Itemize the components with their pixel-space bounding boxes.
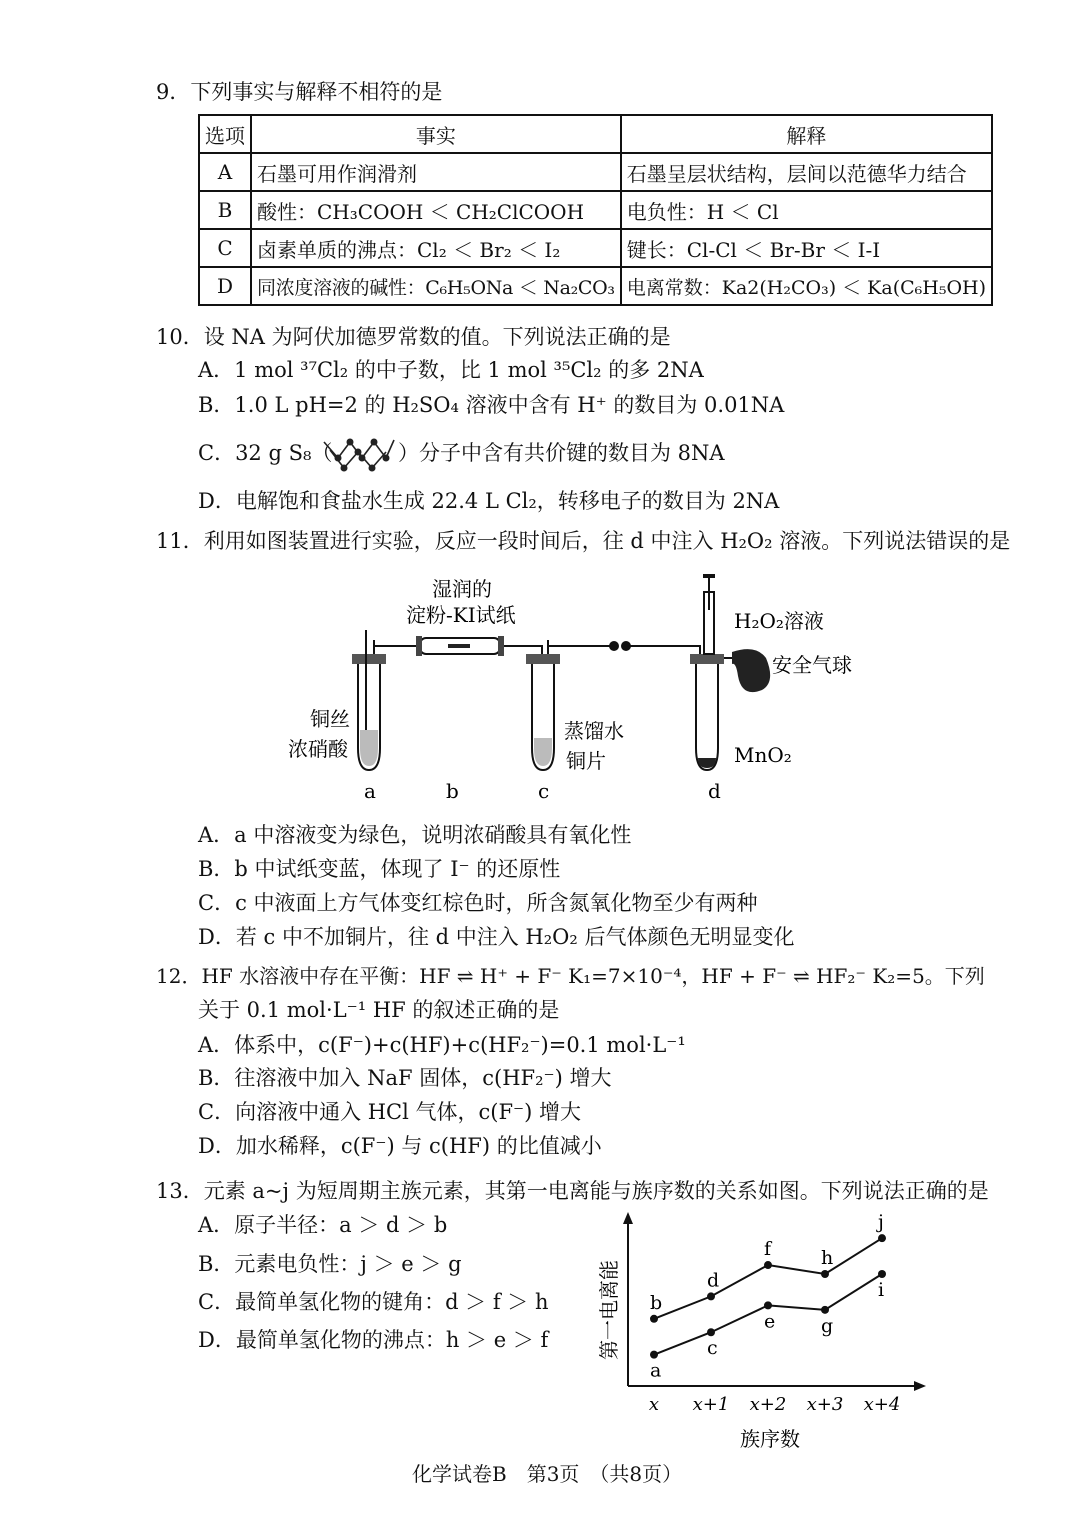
- tube-a: [352, 630, 386, 770]
- q10-option-b: B．1.0 L pH=2 的 H₂SO₄ 溶液中含有 H⁺ 的数目为 0.01NA: [198, 393, 785, 417]
- q10-option-a: A．1 mol ³⁷Cl₂ 的中子数，比 1 mol ³⁵Cl₂ 的多 2NA: [198, 358, 704, 382]
- row-fact: 同浓度溶液的碱性：C₆H₅ONa ＜ Na₂CO₃: [251, 267, 621, 305]
- data-point-f: [764, 1261, 772, 1269]
- table-row: [199, 267, 992, 305]
- label-a: a: [364, 779, 376, 803]
- data-point-e: [764, 1301, 772, 1309]
- chart-x-axis-label: 族序数: [740, 1427, 800, 1451]
- q10-option-c-pre: C．32 g S₈（: [198, 441, 333, 465]
- q10-option-d: D．电解饱和食盐水生成 22.4 L Cl₂，转移电子的数目为 2NA: [198, 489, 780, 513]
- chart-y-axis-label: 第一电离能: [597, 1260, 621, 1360]
- q13-ionization-chart: [580, 1210, 940, 1460]
- q11-option-b: B．b 中试纸变蓝，体现了 I⁻ 的还原性: [198, 857, 561, 881]
- q12-option-a: A．体系中，c(F⁻)+c(HF)+c(HF₂⁻)=0.1 mol·L⁻¹: [198, 1033, 686, 1057]
- data-point-b: [650, 1315, 658, 1323]
- data-point-g: [821, 1306, 829, 1314]
- paper-label-2: 淀粉-KI试纸: [406, 603, 516, 627]
- q12-stem-2: 关于 0.1 mol·L⁻¹ HF 的叙述正确的是: [198, 998, 560, 1022]
- q12-option-c: C．向溶液中通入 HCl 气体，c(F⁻) 增大: [198, 1100, 581, 1124]
- row-fact: 酸性：CH₃COOH ＜ CH₂ClCOOH: [251, 191, 621, 229]
- q12-option-d: D．加水稀释，c(F⁻) 与 c(HF) 的比值减小: [198, 1134, 602, 1158]
- table-header-row: [199, 115, 992, 153]
- s8-molecule-icon: [320, 428, 398, 474]
- q12-stem-1: 12．HF 水溶液中存在平衡：HF ⇌ H⁺ + F⁻ K₁=7×10⁻⁴，HF + F⁻ ⇌ HF₂⁻ K₂=5。下列: [156, 964, 985, 988]
- q13-option-a: A．原子半径：a ＞ d ＞ b: [198, 1213, 448, 1237]
- header-option: 选项: [199, 115, 251, 153]
- header-explanation: 解释: [621, 115, 992, 153]
- table-row: [199, 153, 992, 191]
- paper-label-1: 湿润的: [432, 577, 492, 601]
- point-label-c: c: [707, 1337, 718, 1360]
- cu-sheet-label: 铜片: [566, 749, 606, 773]
- q9-table: [198, 114, 993, 306]
- data-point-d: [707, 1292, 715, 1300]
- mno2-label: MnO₂: [734, 743, 792, 767]
- header-fact: 事实: [251, 115, 621, 153]
- x-tick-label: x+1: [692, 1394, 730, 1415]
- data-point-a: [650, 1351, 658, 1359]
- row-option: D: [199, 267, 251, 305]
- label-b: b: [446, 779, 459, 803]
- q11-option-d: D．若 c 中不加铜片，往 d 中注入 H₂O₂ 后气体颜色无明显变化: [198, 925, 795, 949]
- row-option: C: [199, 229, 251, 267]
- q10-stem: 10．设 NA 为阿伏加德罗常数的值。下列说法正确的是: [156, 325, 671, 349]
- conc-hno3-label: 浓硝酸: [288, 737, 348, 761]
- row-option: B: [199, 191, 251, 229]
- point-label-h: h: [821, 1247, 834, 1269]
- q11-stem: 11．利用如图装置进行实验，反应一段时间后，往 d 中注入 H₂O₂ 溶液。下列说法错误的是: [156, 529, 1011, 553]
- x-tick-label: x+3: [806, 1394, 844, 1415]
- x-tick-label: x+4: [863, 1394, 901, 1415]
- data-point-i: [878, 1270, 886, 1278]
- row-option: A: [199, 153, 251, 191]
- row-fact: 卤素单质的沸点：Cl₂ ＜ Br₂ ＜ I₂: [251, 229, 621, 267]
- x-tick-label: x: [648, 1394, 660, 1415]
- q11-option-a: A．a 中溶液变为绿色，说明浓硝酸具有氧化性: [198, 823, 632, 847]
- row-explanation: 键长：Cl-Cl ＜ Br-Br ＜ I-I: [621, 229, 992, 267]
- tube-c: [526, 640, 560, 770]
- x-tick-label: x+2: [749, 1394, 787, 1415]
- point-label-d: d: [707, 1269, 720, 1292]
- q13-option-b: B．元素电负性：j ＞ e ＞ g: [198, 1252, 462, 1276]
- point-label-i: i: [878, 1279, 885, 1301]
- page-footer: 化学试卷B 第3页 （共8页）: [412, 1462, 683, 1486]
- table-row: [199, 191, 992, 229]
- table-row: [199, 229, 992, 267]
- safety-balloon-icon: [732, 649, 770, 692]
- point-label-b: b: [650, 1291, 663, 1314]
- row-explanation: 电负性：H ＜ Cl: [621, 191, 992, 229]
- q11-option-c: C．c 中液面上方气体变红棕色时，所含氮氧化物至少有两种: [198, 891, 758, 915]
- q13-option-d: D．最简单氢化物的沸点：h ＞ e ＞ f: [198, 1328, 549, 1352]
- point-label-f: f: [764, 1238, 772, 1261]
- balloon-label: 安全气球: [772, 653, 852, 677]
- q13-option-c: C．最简单氢化物的键角：d ＞ f ＞ h: [198, 1290, 549, 1314]
- q10-option-c-post: ）分子中含有共价键的数目为 8NA: [398, 441, 725, 465]
- point-label-g: g: [821, 1314, 834, 1337]
- row-fact: 石墨可用作润滑剂: [251, 153, 621, 191]
- q11-apparatus-diagram: [280, 570, 920, 810]
- data-point-h: [821, 1270, 829, 1278]
- cu-wire-label: 铜丝: [310, 707, 350, 731]
- point-label-a: a: [650, 1359, 662, 1382]
- label-d: d: [708, 779, 721, 803]
- point-label-j: j: [878, 1211, 884, 1234]
- q9-stem: 9．下列事实与解释不相符的是: [156, 80, 443, 104]
- q13-stem: 13．元素 a~j 为短周期主族元素，其第一电离能与族序数的关系如图。下列说法正确的是: [156, 1179, 989, 1203]
- q12-option-b: B．往溶液中加入 NaF 固体，c(HF₂⁻) 增大: [198, 1066, 612, 1090]
- h2o2-label: H₂O₂溶液: [734, 609, 824, 633]
- water-label: 蒸馏水: [564, 719, 624, 743]
- label-c: c: [538, 779, 550, 803]
- point-label-e: e: [764, 1310, 776, 1333]
- data-point-c: [707, 1328, 715, 1336]
- data-point-j: [878, 1234, 886, 1242]
- row-explanation: 石墨呈层状结构，层间以范德华力结合: [621, 153, 992, 191]
- test-paper-tube-b: [416, 636, 504, 656]
- tube-d: [690, 574, 724, 770]
- row-explanation: 电离常数：Ka2(H₂CO₃) ＜ Ka(C₆H₅OH): [621, 267, 992, 305]
